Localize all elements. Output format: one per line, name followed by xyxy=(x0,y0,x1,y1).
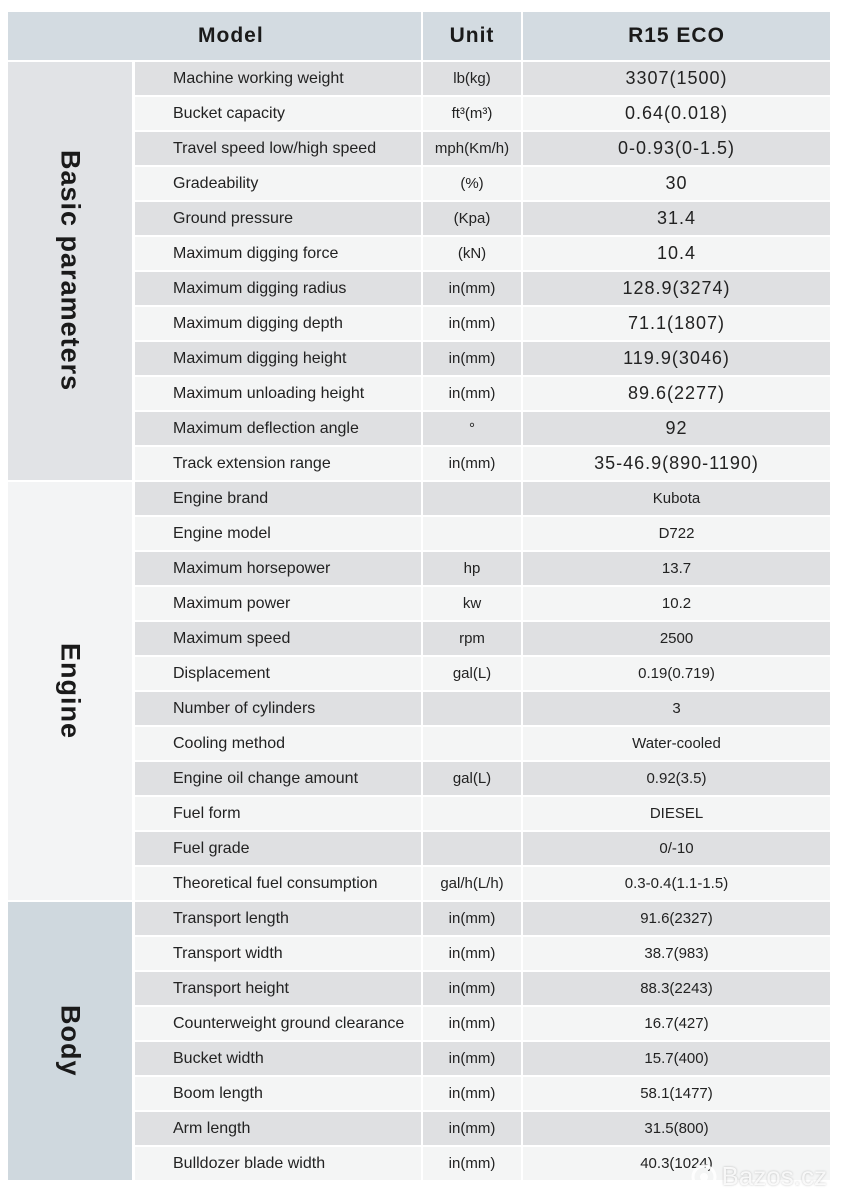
param-name: Displacement xyxy=(173,664,270,682)
param-value: 15.7(400) xyxy=(644,1050,709,1067)
param-value: 128.9(3274) xyxy=(622,278,731,298)
param-name: Engine brand xyxy=(173,489,269,507)
section-rows xyxy=(135,902,830,1180)
section-body xyxy=(8,902,830,1182)
param-unit xyxy=(421,482,523,515)
param-value: Kubota xyxy=(652,490,701,507)
param-value: 10.4 xyxy=(656,243,697,263)
table-row xyxy=(135,167,830,202)
param-unit: in(mm) xyxy=(421,902,523,935)
param-unit: in(mm) xyxy=(421,447,523,480)
table-row xyxy=(135,692,830,727)
param-name: Engine oil change amount xyxy=(173,769,359,787)
param-unit: gal(L) xyxy=(421,657,523,690)
table-row xyxy=(135,1112,830,1147)
param-value: 3307(1500) xyxy=(625,68,728,88)
table-row xyxy=(135,552,830,587)
table-row xyxy=(135,902,830,937)
param-unit: lb(kg) xyxy=(421,62,523,95)
table-row xyxy=(135,272,830,307)
table-row xyxy=(135,482,830,517)
table-row xyxy=(135,797,830,832)
param-unit: in(mm) xyxy=(421,1077,523,1110)
header-model: Model xyxy=(198,24,264,47)
table-row xyxy=(135,1077,830,1112)
param-unit: (%) xyxy=(421,167,523,200)
section-rows xyxy=(135,482,830,900)
param-unit: in(mm) xyxy=(421,1112,523,1145)
param-unit: gal(L) xyxy=(421,762,523,795)
param-name: Arm length xyxy=(173,1119,251,1137)
header-model-value: R15 ECO xyxy=(628,24,725,47)
param-value: 40.3(1024) xyxy=(640,1155,713,1172)
bazos-logo-icon xyxy=(690,1163,718,1191)
section-label: Basic parameters xyxy=(8,62,135,480)
param-name: Maximum digging height xyxy=(173,349,347,367)
param-unit: in(mm) xyxy=(421,1007,523,1040)
param-unit xyxy=(421,517,523,550)
param-value: 0.92(3.5) xyxy=(646,770,707,787)
param-name: Maximum digging depth xyxy=(173,314,343,332)
param-value: 3 xyxy=(672,700,681,717)
param-name: Maximum horsepower xyxy=(173,559,331,577)
table-row xyxy=(135,62,830,97)
param-value: 0.19(0.719) xyxy=(638,665,715,682)
param-value: 0.64(0.018) xyxy=(624,103,729,123)
table-row xyxy=(135,1007,830,1042)
param-unit xyxy=(421,727,523,760)
param-name: Maximum deflection angle xyxy=(173,419,359,437)
table-row xyxy=(135,832,830,867)
param-value: 91.6(2327) xyxy=(640,910,713,927)
table-row xyxy=(135,97,830,132)
param-name: Cooling method xyxy=(173,734,286,752)
param-unit: ° xyxy=(421,412,523,445)
table-row xyxy=(135,342,830,377)
param-name: Travel speed low/high speed xyxy=(173,139,377,157)
param-name: Transport height xyxy=(173,979,289,997)
param-name: Bulldozer blade width xyxy=(173,1154,326,1172)
param-value: 2500 xyxy=(659,630,694,647)
param-name: Number of cylinders xyxy=(173,699,316,717)
param-name: Fuel form xyxy=(173,804,241,822)
param-name: Machine working weight xyxy=(173,69,344,87)
table-row xyxy=(135,727,830,762)
param-name: Engine model xyxy=(173,524,271,542)
param-name: Bucket capacity xyxy=(173,104,286,122)
spec-table xyxy=(8,12,830,1182)
param-value: 0-0.93(0-1.5) xyxy=(617,138,736,158)
param-unit xyxy=(421,797,523,830)
table-header xyxy=(8,12,830,62)
param-value: 88.3(2243) xyxy=(640,980,713,997)
section-label: Body xyxy=(8,902,135,1180)
param-unit xyxy=(421,832,523,865)
param-value: 92 xyxy=(665,418,688,438)
param-value: 13.7 xyxy=(661,560,692,577)
param-unit: hp xyxy=(421,552,523,585)
param-value: 0.3-0.4(1.1-1.5) xyxy=(624,875,729,892)
param-unit: in(mm) xyxy=(421,307,523,340)
table-row xyxy=(135,867,830,900)
section-rows xyxy=(135,62,830,480)
param-value: 0/-10 xyxy=(659,840,694,857)
param-value: 38.7(983) xyxy=(644,945,709,962)
watermark xyxy=(690,1161,828,1192)
param-unit: kw xyxy=(421,587,523,620)
param-unit: rpm xyxy=(421,622,523,655)
param-name: Maximum unloading height xyxy=(173,384,365,402)
param-unit: in(mm) xyxy=(421,1042,523,1075)
param-name: Transport width xyxy=(173,944,283,962)
table-row xyxy=(135,202,830,237)
param-value: 71.1(1807) xyxy=(627,313,726,333)
param-unit: gal/h(L/h) xyxy=(421,867,523,900)
param-value: 10.2 xyxy=(661,595,692,612)
param-name: Gradeability xyxy=(173,174,259,192)
param-value: DIESEL xyxy=(649,805,704,822)
table-row xyxy=(135,587,830,622)
param-value: 89.6(2277) xyxy=(627,383,726,403)
table-row xyxy=(135,237,830,272)
param-unit: (kN) xyxy=(421,237,523,270)
param-name: Theoretical fuel consumption xyxy=(173,874,378,892)
table-row xyxy=(135,377,830,412)
section-engine xyxy=(8,482,830,902)
param-unit: in(mm) xyxy=(421,342,523,375)
param-name: Bucket width xyxy=(173,1049,264,1067)
param-unit: (Kpa) xyxy=(421,202,523,235)
param-value: 31.4 xyxy=(656,208,697,228)
param-name: Transport length xyxy=(173,909,289,927)
param-name: Maximum speed xyxy=(173,629,291,647)
param-unit: in(mm) xyxy=(421,377,523,410)
param-name: Maximum digging radius xyxy=(173,279,347,297)
table-row xyxy=(135,412,830,447)
param-name: Maximum power xyxy=(173,594,291,612)
param-unit: in(mm) xyxy=(421,272,523,305)
watermark-text: Bazos.cz xyxy=(721,1161,827,1191)
param-value: 16.7(427) xyxy=(644,1015,709,1032)
param-value: 31.5(800) xyxy=(644,1120,709,1137)
param-unit: in(mm) xyxy=(421,1147,523,1180)
table-row xyxy=(135,447,830,480)
param-value: 30 xyxy=(665,173,688,193)
table-row xyxy=(135,937,830,972)
param-unit: ft³(m³) xyxy=(421,97,523,130)
table-row xyxy=(135,972,830,1007)
param-value: 119.9(3046) xyxy=(623,348,730,368)
param-name: Maximum digging force xyxy=(173,244,339,262)
param-name: Boom length xyxy=(173,1084,263,1102)
param-unit: in(mm) xyxy=(421,972,523,1005)
table-row xyxy=(135,622,830,657)
section-basic-parameters xyxy=(8,62,830,482)
param-unit xyxy=(421,692,523,725)
table-row xyxy=(135,1042,830,1077)
table-row xyxy=(135,307,830,342)
table-row xyxy=(135,517,830,552)
param-value: D722 xyxy=(658,525,695,542)
param-name: Counterweight ground clearance xyxy=(173,1014,405,1032)
header-unit: Unit xyxy=(421,12,523,60)
param-value: 35-46.9(890-1190) xyxy=(594,453,759,473)
param-value: Water-cooled xyxy=(632,735,721,752)
param-name: Fuel grade xyxy=(173,839,250,857)
table-row xyxy=(135,657,830,692)
table-row xyxy=(135,132,830,167)
param-name: Track extension range xyxy=(173,454,331,472)
table-row xyxy=(135,762,830,797)
param-value: 58.1(1477) xyxy=(640,1085,713,1102)
param-name: Ground pressure xyxy=(173,209,294,227)
param-unit: mph(Km/h) xyxy=(421,132,523,165)
param-unit: in(mm) xyxy=(421,937,523,970)
section-label: Engine xyxy=(8,482,135,900)
